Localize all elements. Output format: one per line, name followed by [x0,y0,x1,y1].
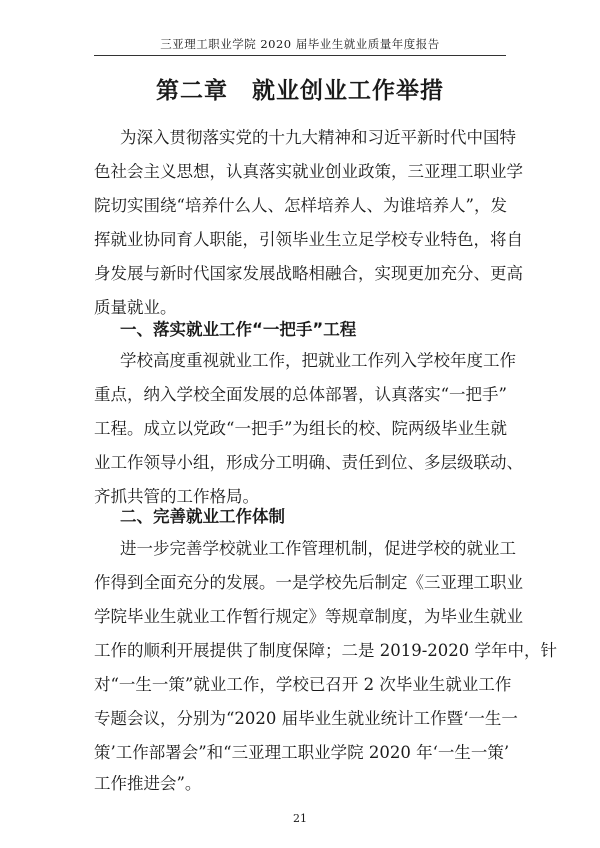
paragraph-line: 工作的顺利开展提供了制度保障；二是 2019-2020 学年中，针 [94,641,558,660]
paragraph-line: 工作推进会”。 [94,774,202,793]
paragraph-line: 进一步完善学校就业工作管理机制，促进学校的就业工 [120,539,516,558]
section-heading-1: 一、落实就业工作“一把手”工程 [120,320,357,339]
paragraph-line: 学校高度重视就业工作，把就业工作列入学校年度工作 [120,351,516,370]
paragraph-line: 重点，纳入学校全面发展的总体部署，认真落实“一把手” [94,385,507,404]
paragraph-line: 作得到全面充分的发展。一是学校先后制定《三亚理工职业 [94,573,523,592]
paragraph-line: 齐抓共管的工作格局。 [94,487,259,506]
section-heading-2: 二、完善就业工作体制 [120,507,285,526]
running-header: 三亚理工职业学院 2020 届毕业生就业质量年度报告 [160,37,440,51]
paragraph-line: 挥就业协同育人职能，引领毕业生立足学校专业特色，将自 [94,230,523,249]
paragraph-line: 学院毕业生就业工作暂行规定》等规章制度，为毕业生就业 [94,607,523,626]
paragraph-line: 为深入贯彻落实党的十九大精神和习近平新时代中国特 [120,128,516,147]
page-number: 21 [293,812,307,825]
paragraph-line: 院切实围绕“培养什么人、怎样培养人、为谁培养人”，发 [94,196,507,215]
paragraph-line: 业工作领导小组，形成分工明确、责任到位、多层级联动、 [94,453,523,472]
paragraph-line: 工程。成立以党政“一把手”为组长的校、院两级毕业生就 [94,419,507,438]
paragraph-line: 身发展与新时代国家发展战略相融合，实现更加充分、更高 [94,264,523,283]
paragraph-line: 色社会主义思想，认真落实就业创业政策，三亚理工职业学 [94,162,523,181]
paragraph-line: 专题会议，分别为“2020 届毕业生就业统计工作暨‘一生一 [94,709,518,728]
header-rule [94,55,506,56]
paragraph-line: 策’工作部署会”和“三亚理工职业学院 2020 年‘一生一策’ [94,743,510,762]
chapter-title: 第二章 就业创业工作举措 [156,77,444,104]
paragraph-line: 质量就业。 [94,298,177,317]
paragraph-line: 对“一生一策”就业工作，学校已召开 2 次毕业生就业工作 [94,675,512,694]
